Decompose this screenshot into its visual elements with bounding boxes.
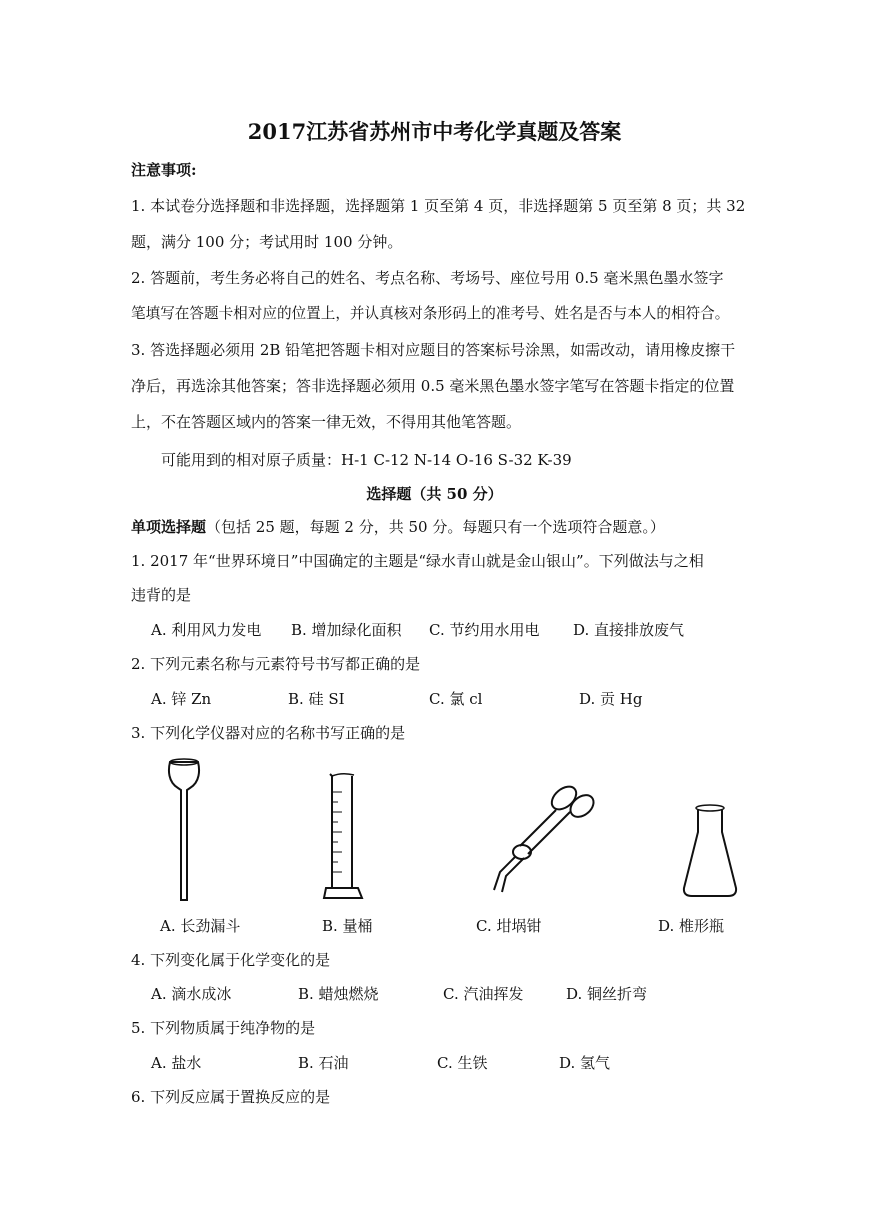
- notice-line: 题，满分 100 分；考试用时 100 分钟。: [131, 233, 403, 251]
- option-b: B. 石油: [298, 1054, 349, 1072]
- option-d: D. 贡 Hg: [579, 690, 643, 708]
- option-d: D. 铜丝折弯: [566, 985, 648, 1003]
- notice-heading: 注意事项:: [131, 161, 197, 179]
- option-d: D. 椎形瓶: [658, 917, 725, 935]
- graduated-cylinder-icon: [322, 772, 368, 902]
- option-b: B. 蜡烛燃烧: [298, 985, 379, 1003]
- notice-line: 笔填写在答题卡相对应的位置上，并认真核对条形码上的准考号、姓名是否与本人的相符合。: [131, 305, 730, 322]
- notice-line: 3. 答选择题必须用 2B 铅笔把答题卡相对应题目的答案标号涂黑，如需改动，请用橡皮擦干: [131, 341, 736, 359]
- atomic-mass-line: 可能用到的相对原子质量：H-1 C-12 N-14 O-16 S-32 K-39: [161, 451, 572, 469]
- crucible-tongs-icon: [484, 776, 604, 896]
- question-stem: 5. 下列物质属于纯净物的是: [131, 1019, 316, 1037]
- option-a: A. 滴水成冰: [151, 985, 232, 1003]
- question-stem: 4. 下列变化属于化学变化的是: [131, 951, 331, 969]
- option-b: B. 硅 SI: [288, 690, 345, 708]
- conical-flask-icon: [680, 804, 740, 900]
- option-d: D. 直接排放废气: [573, 621, 685, 639]
- subheading-text: （包括 25 题，每题 2 分，共 50 分。每题只有一个选项符合题意。）: [206, 518, 665, 536]
- long-neck-funnel-icon: [160, 756, 210, 906]
- option-b: B. 增加绿化面积: [291, 621, 402, 639]
- document-title: 2017江苏省苏州市中考化学真题及答案: [247, 119, 622, 144]
- option-a: A. 锌 Zn: [151, 690, 212, 708]
- question-stem: 1. 2017 年“世界环境日”中国确定的主题是“绿水青山就是金山银山”。下列做法与之相: [131, 552, 704, 570]
- question-stem: 违背的是: [131, 586, 192, 604]
- option-c: C. 节约用水用电: [429, 621, 540, 639]
- notice-line: 上，不在答题区域内的答案一律无效，不得用其他笔答题。: [131, 413, 522, 431]
- question-stem: 3. 下列化学仪器对应的名称书写正确的是: [131, 724, 406, 742]
- question-stem: 6. 下列反应属于置换反应的是: [131, 1088, 331, 1106]
- notice-line: 1. 本试卷分选择题和非选择题，选择题第 1 页至第 4 页，非选择题第 5 页至第 8 页；共 32: [131, 197, 746, 215]
- option-d: D. 氢气: [559, 1054, 611, 1072]
- option-a: A. 长劲漏斗: [160, 917, 241, 935]
- subheading-label: 单项选择题: [131, 518, 207, 536]
- notice-line: 2. 答题前，考生务必将自己的姓名、考点名称、考场号、座位号用 0.5 毫米黑色墨水签字: [131, 269, 724, 287]
- option-c: C. 生铁: [437, 1054, 488, 1072]
- option-c: C. 氯 cl: [429, 690, 483, 708]
- notice-line: 净后，再选涂其他答案；答非选择题必须用 0.5 毫米黑色墨水签字笔写在答题卡指定的位置: [131, 377, 735, 395]
- section-heading: 选择题（共 50 分）: [366, 485, 503, 503]
- question-stem: 2. 下列元素名称与元素符号书写都正确的是: [131, 655, 421, 673]
- option-b: B. 量桶: [322, 917, 373, 935]
- section-subheading: [131, 517, 665, 537]
- option-a: A. 利用风力发电: [151, 621, 262, 639]
- option-c: C. 坩埚钳: [476, 917, 542, 935]
- option-a: A. 盐水: [151, 1054, 202, 1072]
- option-c: C. 汽油挥发: [443, 985, 524, 1003]
